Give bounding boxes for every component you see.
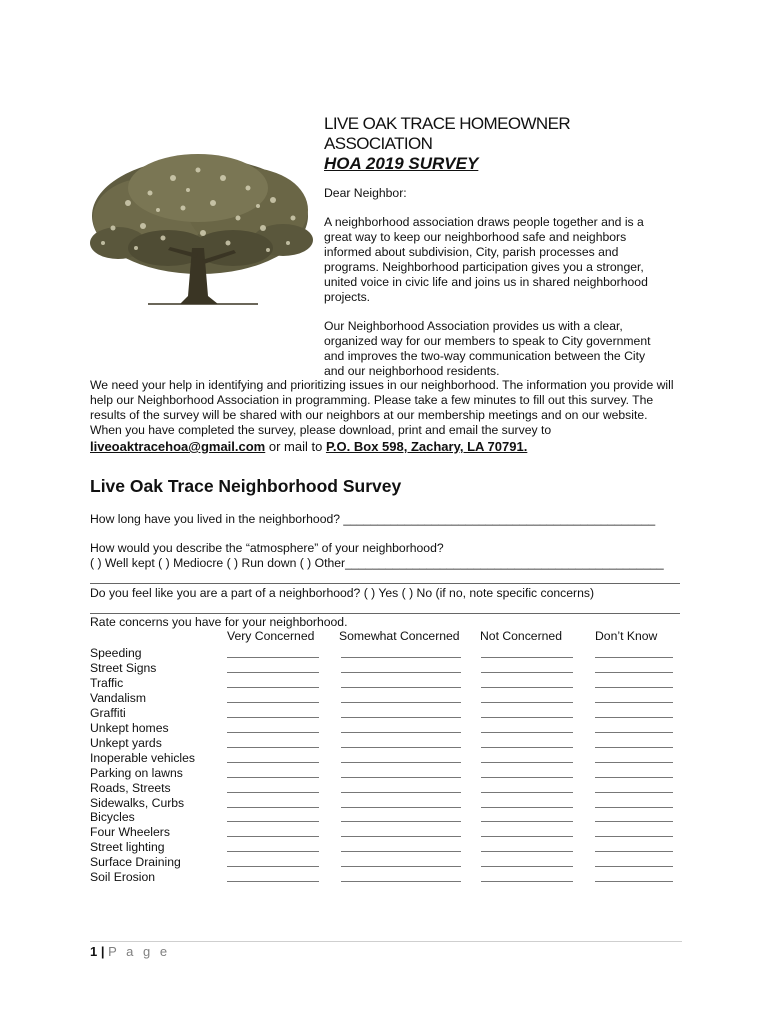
rating-blank[interactable] [341,657,461,658]
rating-blank[interactable] [595,717,673,718]
page-number: 1 [90,944,98,959]
rating-blank[interactable] [341,777,461,778]
concern-row [90,751,682,766]
rating-blank[interactable] [227,777,319,778]
concern-label: Vandalism [90,690,146,705]
concern-row [90,766,682,781]
rating-blank[interactable] [481,762,573,763]
concern-row [90,721,682,736]
concern-row [90,706,682,721]
concern-row [90,781,682,796]
concern-row [90,855,682,870]
rating-blank[interactable] [481,717,573,718]
rating-blank[interactable] [341,821,461,822]
rating-blank[interactable] [481,821,573,822]
rating-blank[interactable] [595,777,673,778]
atmosphere-options: ( ) Well kept ( ) Mediocre ( ) Run down ( ) Other_______________________________________________ [90,556,664,570]
rating-blank[interactable] [481,702,573,703]
rating-blank[interactable] [481,836,573,837]
rating-blank[interactable] [481,777,573,778]
rating-blank[interactable] [595,807,673,808]
page-separator: | [97,944,109,959]
rating-blank[interactable] [227,821,319,822]
concern-label: Unkept homes [90,720,169,735]
rating-blank[interactable] [227,881,319,882]
concern-label: Graffiti [90,705,126,720]
concern-label: Soil Erosion [90,870,156,885]
survey-request-text: We need your help in identifying and prioritizing issues in our neighborhood. The information you provide will help our Neighborhood Association in programming. Please take a few minutes to fill out this survey. The results of the survey will be shared with our neighbors at our membership meetings and on our website. When you have completed the survey, please download, print and email the survey to [90,378,674,437]
rating-blank[interactable] [595,792,673,793]
intro-paragraph-2: Our Neighborhood Association provides us with a clear, organized way for our members to speak to City government and improves the two-way communication between the City and our neighborhood residents. [324,319,651,378]
rating-blank[interactable] [341,762,461,763]
rating-blank[interactable] [227,866,319,867]
rating-blank[interactable] [595,836,673,837]
rating-blank[interactable] [227,687,319,688]
survey-section-title: Live Oak Trace Neighborhood Survey [90,476,402,496]
contact-line [90,439,527,454]
rating-blank[interactable] [227,717,319,718]
or-mail-text: or mail to [265,439,326,454]
greeting: Dear Neighbor: [324,186,407,200]
rating-blank[interactable] [227,792,319,793]
rate-concerns-intro: Rate concerns you have for your neighborhood. [90,615,348,629]
footer-divider [90,941,682,942]
rating-blank[interactable] [595,672,673,673]
rating-blank[interactable] [595,881,673,882]
rating-blank[interactable] [595,866,673,867]
rating-blank[interactable] [341,836,461,837]
concern-row [90,646,682,661]
org-title: LIVE OAK TRACE HOMEOWNER ASSOCIATION [324,114,570,153]
rating-blank[interactable] [341,672,461,673]
concern-row [90,810,682,825]
rating-blank[interactable] [481,657,573,658]
rating-blank[interactable] [227,732,319,733]
question-years-lived: How long have you lived in the neighborhood? ______________________________________________ [90,512,656,526]
email-link[interactable]: liveoaktracehoa@gmail.com [90,439,266,454]
rating-blank[interactable] [227,657,319,658]
concern-label: Parking on lawns [90,765,183,780]
concern-row [90,691,682,706]
rating-blank[interactable] [595,687,673,688]
answer-line [90,583,680,584]
rating-blank[interactable] [227,762,319,763]
concern-label: Four Wheelers [90,825,170,840]
rating-blank[interactable] [481,747,573,748]
rating-blank[interactable] [341,807,461,808]
rating-blank[interactable] [227,807,319,808]
concern-label: Bicycles [90,810,135,825]
rating-blank[interactable] [481,866,573,867]
rating-blank[interactable] [481,807,573,808]
rating-blank[interactable] [341,747,461,748]
rating-blank[interactable] [227,702,319,703]
header-block [324,114,664,393]
concern-label: Sidewalks, Curbs [90,795,185,810]
rating-blank[interactable] [481,792,573,793]
concern-label: Street lighting [90,840,165,855]
column-header-very-concerned: Very Concerned [227,629,315,643]
column-header-not-concerned: Not Concerned [480,629,562,643]
rating-blank[interactable] [341,687,461,688]
page-footer [90,944,170,959]
concern-label: Surface Draining [90,855,181,870]
question-atmosphere: How would you describe the “atmosphere” of your neighborhood? [90,541,444,555]
rating-blank[interactable] [481,851,573,852]
rating-blank[interactable] [481,672,573,673]
rating-blank[interactable] [341,732,461,733]
page-label: P a g e [108,944,171,959]
rating-blank[interactable] [341,717,461,718]
rating-blank[interactable] [481,732,573,733]
oak-tree-illustration [88,148,318,308]
column-header-somewhat-concerned: Somewhat Concerned [339,629,460,643]
survey-title: HOA 2019 SURVEY [324,154,479,173]
concern-label: Unkept yards [90,735,162,750]
rating-blank[interactable] [227,672,319,673]
rating-blank[interactable] [595,851,673,852]
concern-row [90,870,682,885]
rating-blank[interactable] [595,762,673,763]
po-box-address: P.O. Box 598, Zachary, LA 70791. [325,439,528,454]
rating-blank[interactable] [227,851,319,852]
question-part-of-neighborhood: Do you feel like you are a part of a neighborhood? ( ) Yes ( ) No (if no, note specific concerns) [90,586,595,600]
column-header-dont-know: Don’t Know [595,629,658,643]
rating-blank[interactable] [595,747,673,748]
rating-blank[interactable] [595,657,673,658]
rating-blank[interactable] [341,792,461,793]
concern-row [90,796,682,811]
concern-label: Inoperable vehicles [90,750,196,765]
concern-label: Speeding [90,646,142,660]
rating-blank[interactable] [481,881,573,882]
concern-row [90,736,682,751]
concern-row [90,661,682,676]
concern-label: Street Signs [90,660,157,675]
rating-blank[interactable] [341,866,461,867]
rating-blank[interactable] [595,732,673,733]
intro-paragraph-1: A neighborhood association draws people together and is a great way to keep our neighborhood safe and neighbors informed about subdivision, City, parish processes and programs. Neighborhood participation gives you a stronger, united voice in civic life and joins us in shared neighborhood projects. [324,215,648,304]
concern-row [90,840,682,855]
concern-label: Roads, Streets [90,780,171,795]
rating-blank[interactable] [341,881,461,882]
rating-blank[interactable] [595,702,673,703]
concern-row [90,825,682,840]
rating-blank[interactable] [481,687,573,688]
concern-row [90,676,682,691]
rating-blank[interactable] [227,836,319,837]
rating-blank[interactable] [341,851,461,852]
rating-blank[interactable] [227,747,319,748]
rating-blank[interactable] [341,702,461,703]
concern-label: Traffic [90,675,124,690]
answer-line [90,613,680,614]
rating-blank[interactable] [595,821,673,822]
